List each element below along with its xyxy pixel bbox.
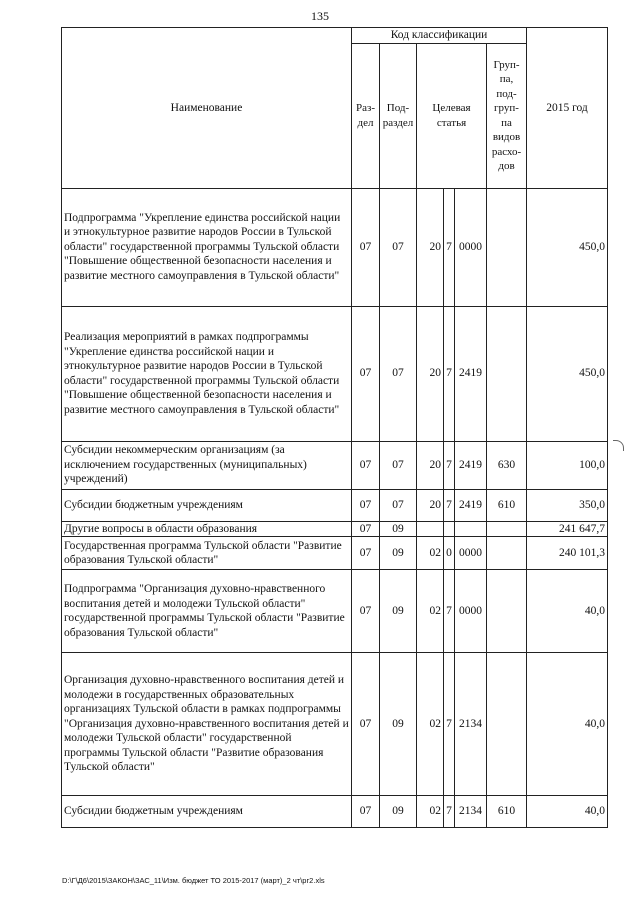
row-rz: 07	[352, 489, 380, 521]
row-sum: 450,0	[527, 188, 608, 306]
row-pr: 07	[380, 441, 417, 489]
row-cs3: 0000	[455, 537, 487, 570]
row-rz: 07	[352, 570, 380, 653]
row-pr: 07	[380, 489, 417, 521]
row-cs2: 7	[444, 796, 455, 828]
row-cs2: 7	[444, 188, 455, 306]
row-pr: 09	[380, 537, 417, 570]
row-name: Другие вопросы в области образования	[62, 521, 352, 537]
table-row	[62, 489, 608, 521]
row-cs2: 7	[444, 570, 455, 653]
row-pr: 07	[380, 306, 417, 441]
header-name: Наименование	[62, 28, 352, 189]
row-vr	[487, 570, 527, 653]
row-cs2: 7	[444, 306, 455, 441]
budget-table	[61, 27, 608, 828]
table-row	[62, 570, 608, 653]
row-rz: 07	[352, 306, 380, 441]
row-cs1: 20	[417, 441, 444, 489]
row-pr: 09	[380, 796, 417, 828]
row-cs3: 2419	[455, 306, 487, 441]
row-name: Государственная программа Тульской области "Развитие образования Тульской области"	[62, 537, 352, 570]
header-podrazdel: Под- раздел	[380, 43, 417, 188]
row-vr	[487, 521, 527, 537]
row-vr: 630	[487, 441, 527, 489]
row-rz: 07	[352, 441, 380, 489]
row-pr: 07	[380, 188, 417, 306]
row-cs1: 02	[417, 570, 444, 653]
row-vr	[487, 653, 527, 796]
row-name: Подпрограмма "Укрепление единства российской нации и этнокультурное развитие народов России в Тульской области" государственной программы Тульской области "Повышение общественной безопасности населения и развитие местного самоуправления в Тульской области"	[62, 188, 352, 306]
header-razdel: Раз- дел	[352, 43, 380, 188]
row-cs1: 20	[417, 489, 444, 521]
row-vr	[487, 537, 527, 570]
row-sum: 40,0	[527, 796, 608, 828]
row-sum: 450,0	[527, 306, 608, 441]
row-cs1	[417, 521, 444, 537]
margin-pen-mark	[613, 440, 624, 451]
row-sum: 100,0	[527, 441, 608, 489]
row-name: Подпрограмма "Организация духовно-нравственного воспитания детей и молодежи Тульской области" государственной программы Тульской области "Развитие образования Тульской области"	[62, 570, 352, 653]
row-sum: 40,0	[527, 570, 608, 653]
table-row	[62, 537, 608, 570]
row-cs3: 2419	[455, 441, 487, 489]
header-year: 2015 год	[527, 28, 608, 189]
row-rz: 07	[352, 521, 380, 537]
row-rz: 07	[352, 188, 380, 306]
row-cs2	[444, 521, 455, 537]
row-sum: 241 647,7	[527, 521, 608, 537]
row-pr: 09	[380, 570, 417, 653]
row-name: Субсидии бюджетным учреждениям	[62, 489, 352, 521]
row-cs3: 2134	[455, 796, 487, 828]
table-row	[62, 188, 608, 306]
row-sum: 240 101,3	[527, 537, 608, 570]
row-cs2: 7	[444, 489, 455, 521]
header-celevaya: Целевая статья	[417, 43, 487, 188]
row-sum: 40,0	[527, 653, 608, 796]
page-number: 135	[311, 9, 329, 23]
row-cs1: 02	[417, 537, 444, 570]
footer-file-path: D:\Г\Д6\2015\ЗАКОН\ЗАС_11\Изм. бюджет ТО 2015-2017 (март)_2 чт\рг2.xls	[62, 876, 325, 885]
row-cs3	[455, 521, 487, 537]
row-name: Реализация мероприятий в рамках подпрограммы "Укрепление единства российской нации и этнокультурное развитие народов России в Тульской области" государственной программы Тульской области "Повышение общественной безопасности населения и развитие местного самоуправления в Тульской области"	[62, 306, 352, 441]
row-cs3: 0000	[455, 570, 487, 653]
row-cs1: 20	[417, 306, 444, 441]
row-cs3: 2134	[455, 653, 487, 796]
row-cs1: 02	[417, 653, 444, 796]
row-pr: 09	[380, 653, 417, 796]
row-vr	[487, 306, 527, 441]
row-cs1: 02	[417, 796, 444, 828]
row-cs3: 0000	[455, 188, 487, 306]
row-vr: 610	[487, 796, 527, 828]
row-rz: 07	[352, 653, 380, 796]
row-vr: 610	[487, 489, 527, 521]
table-row	[62, 306, 608, 441]
row-rz: 07	[352, 796, 380, 828]
row-name: Организация духовно-нравственного воспитания детей и молодежи в государственных образовательных организациях Тульской области в рамках подпрограммы "Организация духовно-нравственного воспитания детей и молодежи Тульской области" государственной программы Тульской области "Развитие образования Тульской области"	[62, 653, 352, 796]
row-cs2: 0	[444, 537, 455, 570]
row-vr	[487, 188, 527, 306]
table-row	[62, 653, 608, 796]
header-gruppa: Груп- па, под- груп- па видов расхо- дов	[487, 43, 527, 188]
row-cs2: 7	[444, 441, 455, 489]
row-pr: 09	[380, 521, 417, 537]
row-name: Субсидии бюджетным учреждениям	[62, 796, 352, 828]
row-rz: 07	[352, 537, 380, 570]
row-cs1: 20	[417, 188, 444, 306]
table-row	[62, 441, 608, 489]
table-row	[62, 521, 608, 537]
row-sum: 350,0	[527, 489, 608, 521]
table-row	[62, 796, 608, 828]
header-classification: Код классификации	[352, 28, 527, 44]
row-cs2: 7	[444, 653, 455, 796]
row-name: Субсидии некоммерческим организациям (за исключением государственных (муниципальных) учреждений)	[62, 441, 352, 489]
row-cs3: 2419	[455, 489, 487, 521]
